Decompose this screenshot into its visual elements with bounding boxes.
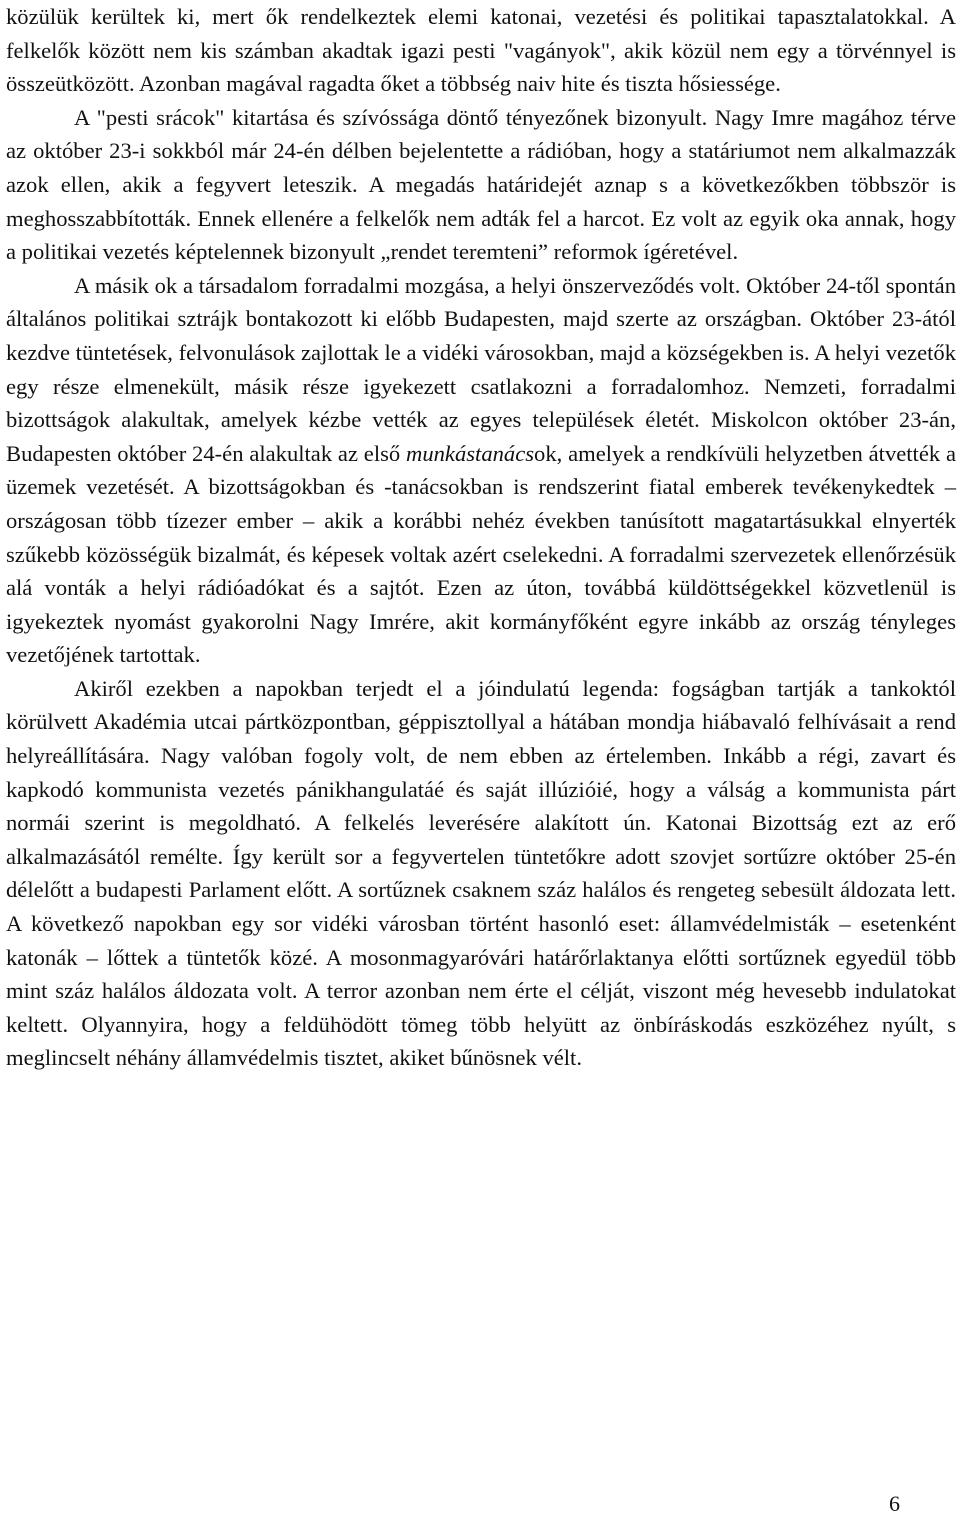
paragraph-text: Akiről ezekben a napokban terjedt el a jóindulatú legenda: fogságban tartják a tankoktól körülvett Akadémia utcai pártközpontban, géppisztollyal a hátában mondja hiábavaló felhívásait a rend helyreállítására. Nagy valóban fogoly volt, de nem ebben az értelemben. Inkább a régi, zavart és kapkodó kommunista vezetés pánikhangulatáé és saját illúzióié, hogy a válság a kommunista párt normái szerint is megoldható. A felkelés leverésére alakított ún. Katonai Bizottság ezt az erő alkalmazásától remélte. Így került sor a fegyvertelen tüntetőkre adott szovjet sortűzre október 25-én délelőtt a budapesti Parlament előtt. A sortűznek csaknem száz halálos és rengeteg sebesült áldozata lett. A következő napokban egy sor vidéki városban történt hasonló eset: államvédelmisták – esetenként katonák – lőttek a tüntetők közé. A mosonmagyaróvári határőrlaktanya előtti sortűznek egyedül több mint száz halálos áldozata volt. A terror azonban nem érte el célját, viszont még hevesebb indulatokat keltett. Olyannyira, hogy a feldühödött tömeg több helyütt az önbíráskodás eszközéhez nyúlt, s meglincselt néhány államvédelmis tisztet, akiket bűnösnek vélt. bbox=[6, 675, 956, 1071]
page-body bbox=[6, 0, 956, 1075]
paragraph bbox=[6, 269, 956, 672]
paragraph-text: A "pesti srácok" kitartása és szívóssága döntő tényezőnek bizonyult. Nagy Imre magához térve az október 23-i sokkból már 24-én délben bejelentette a rádióban, hogy a statáriumot nem alkalmazzák azok ellen, akik a fegyvert leteszik. A megadás határidejét aznap s a következőkben többször is meghosszabbították. Ennek ellenére a felkelők nem adták fel a harcot. Ez volt az egyik oka annak, hogy a politikai vezetés képtelennek bizonyult „rendet teremteni” reformok ígéretével. bbox=[6, 104, 956, 265]
paragraph-text: ok, amelyek a rendkívüli helyzetben átvették a üzemek vezetését. A bizottságokban és -tanácsokban is rendszerint fiatal emberek tevékenykedtek – országosan több tízezer ember – akik a korábbi nehéz években tanúsított magatartásukkal elnyerték szűkebb közösségük bizalmát, és képesek voltak azért cselekedni. A forradalmi szervezetek ellenőrzésük alá vonták a helyi rádióadókat és a sajtót. Ezen az úton, továbbá küldöttségekkel közvetlenül is igyekeztek nyomást gyakorolni Nagy Imrére, akit kormányfőként egyre inkább az ország tényleges vezetőjének tartottak. bbox=[6, 440, 956, 668]
page-number: 6 bbox=[889, 1491, 900, 1516]
paragraph-text: A másik ok a társadalom forradalmi mozgása, a helyi önszerveződés volt. Október 24-től spontán általános politikai sztrájk bontakozott ki előbb Budapesten, majd szerte az országban. Október 23-ától kezdve tüntetések, felvonulások zajlottak le a vidéki városokban, majd a községekben is. A helyi vezetők egy része elmenekült, másik része igyekezett csatlakozni a forradalomhoz. Nemzeti, forradalmi bizottságok alakultak, amelyek kézbe vették az egyes települések életét. Miskolcon október 23-án, Budapesten október 24-én alakultak az első bbox=[6, 272, 956, 466]
document-text bbox=[6, 0, 956, 1075]
paragraph bbox=[6, 672, 956, 1075]
paragraph-text: közülük kerültek ki, mert ők rendelkeztek elemi katonai, vezetési és politikai tapasztalatokkal. A felkelők között nem kis számban akadtak igazi pesti "vagányok", akik közül nem egy a törvénnyel is összeütközött. Azonban magával ragadta őket a többség naiv hite és tiszta hősiessége. bbox=[6, 4, 956, 97]
paragraph bbox=[6, 101, 956, 269]
paragraph bbox=[6, 0, 956, 101]
italic-text: munkástanács bbox=[406, 440, 535, 466]
